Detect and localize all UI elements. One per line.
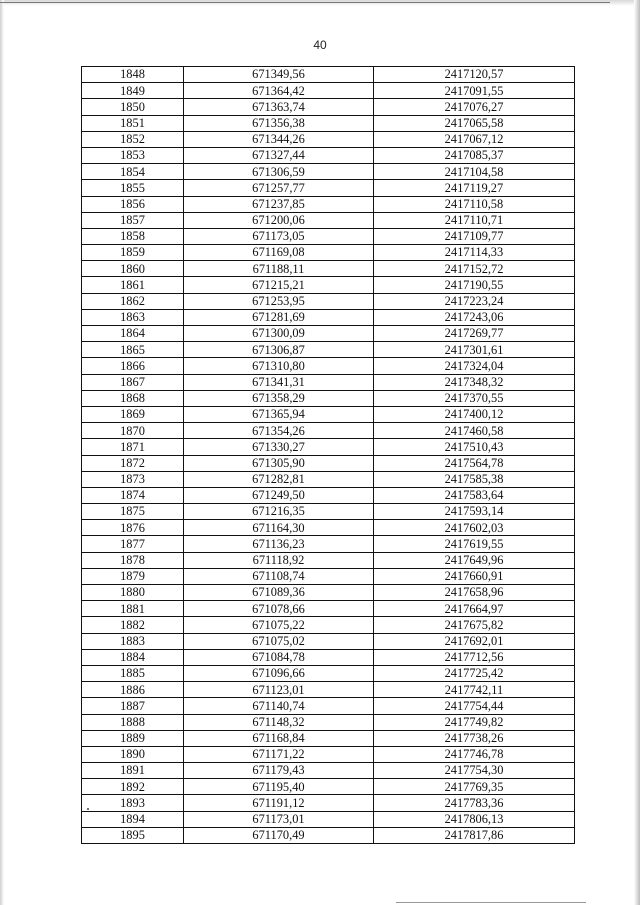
y-coordinate-cell: 2417769,35 [374, 779, 575, 795]
point-number-cell: 1880 [82, 585, 184, 601]
point-number-cell: 1851 [82, 115, 184, 131]
y-coordinate-cell: 2417460,58 [374, 423, 575, 439]
x-coordinate-cell: 671148,32 [184, 714, 374, 730]
x-coordinate-cell: 671341,31 [184, 374, 374, 390]
table-row [82, 245, 575, 261]
point-number-cell: 1885 [82, 665, 184, 681]
x-coordinate-cell: 671096,66 [184, 665, 374, 681]
x-coordinate-cell: 671173,01 [184, 811, 374, 827]
table-row [82, 358, 575, 374]
y-coordinate-cell: 2417510,43 [374, 439, 575, 455]
x-coordinate-cell: 671140,74 [184, 698, 374, 714]
table-row [82, 180, 575, 196]
x-coordinate-cell: 671327,44 [184, 147, 374, 163]
table-row [82, 601, 575, 617]
point-number-cell: 1876 [82, 520, 184, 536]
point-number-cell: 1859 [82, 245, 184, 261]
x-coordinate-cell: 671306,59 [184, 164, 374, 180]
table-row [82, 196, 575, 212]
y-coordinate-cell: 2417085,37 [374, 147, 575, 163]
y-coordinate-cell: 2417065,58 [374, 115, 575, 131]
y-coordinate-cell: 2417348,32 [374, 374, 575, 390]
point-number-cell: 1864 [82, 326, 184, 342]
y-coordinate-cell: 2417742,11 [374, 682, 575, 698]
y-coordinate-cell: 2417104,58 [374, 164, 575, 180]
y-coordinate-cell: 2417091,55 [374, 83, 575, 99]
table-row [82, 552, 575, 568]
point-number-cell: 1850 [82, 99, 184, 115]
point-number-cell: 1884 [82, 649, 184, 665]
table-row [82, 374, 575, 390]
y-coordinate-cell: 2417120,57 [374, 67, 575, 83]
y-coordinate-cell: 2417076,27 [374, 99, 575, 115]
y-coordinate-cell: 2417806,13 [374, 811, 575, 827]
y-coordinate-cell: 2417109,77 [374, 228, 575, 244]
page-number: 40 [313, 38, 327, 52]
y-coordinate-cell: 2417738,26 [374, 730, 575, 746]
x-coordinate-cell: 671108,74 [184, 568, 374, 584]
point-number-cell: 1869 [82, 406, 184, 422]
y-coordinate-cell: 2417619,55 [374, 536, 575, 552]
x-coordinate-cell: 671191,12 [184, 795, 374, 811]
point-number-cell: 1848 [82, 67, 184, 83]
x-coordinate-cell: 671216,35 [184, 504, 374, 520]
bottom-rule [396, 902, 586, 903]
y-coordinate-cell: 2417749,82 [374, 714, 575, 730]
x-coordinate-cell: 671075,22 [184, 617, 374, 633]
x-coordinate-cell: 671237,85 [184, 196, 374, 212]
table-row [82, 131, 575, 147]
y-coordinate-cell: 2417783,36 [374, 795, 575, 811]
table-row [82, 228, 575, 244]
x-coordinate-cell: 671168,84 [184, 730, 374, 746]
point-number-cell: 1854 [82, 164, 184, 180]
y-coordinate-cell: 2417658,96 [374, 585, 575, 601]
x-coordinate-cell: 671249,50 [184, 487, 374, 503]
x-coordinate-cell: 671300,09 [184, 326, 374, 342]
table-row [82, 83, 575, 99]
y-coordinate-cell: 2417114,33 [374, 245, 575, 261]
point-number-cell: 1867 [82, 374, 184, 390]
y-coordinate-cell: 2417324,04 [374, 358, 575, 374]
x-coordinate-cell: 671365,94 [184, 406, 374, 422]
point-number-cell: 1857 [82, 212, 184, 228]
table-row [82, 536, 575, 552]
y-coordinate-cell: 2417269,77 [374, 326, 575, 342]
point-number-cell: 1877 [82, 536, 184, 552]
y-coordinate-cell: 2417223,24 [374, 293, 575, 309]
point-number-cell: 1863 [82, 309, 184, 325]
point-number-cell: 1886 [82, 682, 184, 698]
point-number-cell: 1862 [82, 293, 184, 309]
x-coordinate-cell: 671089,36 [184, 585, 374, 601]
point-number-cell: 1875 [82, 504, 184, 520]
table-row [82, 504, 575, 520]
point-number-cell: 1858 [82, 228, 184, 244]
table-row [82, 649, 575, 665]
table-row [82, 568, 575, 584]
table-row [82, 293, 575, 309]
y-coordinate-cell: 2417564,78 [374, 455, 575, 471]
y-coordinate-cell: 2417649,96 [374, 552, 575, 568]
table-row [82, 827, 575, 843]
y-coordinate-cell: 2417675,82 [374, 617, 575, 633]
x-coordinate-cell: 671310,80 [184, 358, 374, 374]
y-coordinate-cell: 2417370,55 [374, 390, 575, 406]
x-coordinate-cell: 671354,26 [184, 423, 374, 439]
y-coordinate-cell: 2417190,55 [374, 277, 575, 293]
point-number-cell: 1849 [82, 83, 184, 99]
x-coordinate-cell: 671253,95 [184, 293, 374, 309]
x-coordinate-cell: 671282,81 [184, 471, 374, 487]
x-coordinate-cell: 671084,78 [184, 649, 374, 665]
point-number-cell: 1895 [82, 827, 184, 843]
table-row [82, 471, 575, 487]
x-coordinate-cell: 671123,01 [184, 682, 374, 698]
table-row [82, 746, 575, 762]
table-row [82, 730, 575, 746]
x-coordinate-cell: 671344,26 [184, 131, 374, 147]
x-coordinate-cell: 671179,43 [184, 763, 374, 779]
y-coordinate-cell: 2417585,38 [374, 471, 575, 487]
table-row [82, 261, 575, 277]
table-row [82, 342, 575, 358]
table-row [82, 487, 575, 503]
point-number-cell: 1860 [82, 261, 184, 277]
y-coordinate-cell: 2417754,30 [374, 763, 575, 779]
y-coordinate-cell: 2417593,14 [374, 504, 575, 520]
x-coordinate-cell: 671188,11 [184, 261, 374, 277]
x-coordinate-cell: 671305,90 [184, 455, 374, 471]
table-row [82, 795, 575, 811]
point-number-cell: 1853 [82, 147, 184, 163]
table-row [82, 326, 575, 342]
x-coordinate-cell: 671171,22 [184, 746, 374, 762]
table-row [82, 617, 575, 633]
y-coordinate-cell: 2417110,71 [374, 212, 575, 228]
x-coordinate-cell: 671356,38 [184, 115, 374, 131]
x-coordinate-cell: 671078,66 [184, 601, 374, 617]
point-number-cell: 1894 [82, 811, 184, 827]
scan-edge-right [634, 0, 640, 905]
table-row [82, 633, 575, 649]
x-coordinate-cell: 671164,30 [184, 520, 374, 536]
point-number-cell: 1861 [82, 277, 184, 293]
point-number-cell: 1872 [82, 455, 184, 471]
point-number-cell: 1883 [82, 633, 184, 649]
table-row [82, 520, 575, 536]
coordinates-table [81, 66, 575, 844]
point-number-cell: 1871 [82, 439, 184, 455]
y-coordinate-cell: 2417660,91 [374, 568, 575, 584]
point-number-cell: 1873 [82, 471, 184, 487]
point-number-cell: 1852 [82, 131, 184, 147]
y-coordinate-cell: 2417301,61 [374, 342, 575, 358]
y-coordinate-cell: 2417110,58 [374, 196, 575, 212]
top-rule [0, 2, 610, 3]
table-row [82, 99, 575, 115]
x-coordinate-cell: 671330,27 [184, 439, 374, 455]
table-row [82, 698, 575, 714]
point-number-cell: 1889 [82, 730, 184, 746]
x-coordinate-cell: 671169,08 [184, 245, 374, 261]
point-number-cell: 1888 [82, 714, 184, 730]
y-coordinate-cell: 2417725,42 [374, 665, 575, 681]
scan-edge-top [0, 0, 640, 6]
table-row [82, 164, 575, 180]
point-number-cell: 1870 [82, 423, 184, 439]
table-row [82, 423, 575, 439]
point-number-cell: 1892 [82, 779, 184, 795]
stray-mark [87, 808, 89, 810]
point-number-cell: 1881 [82, 601, 184, 617]
point-number-cell: 1855 [82, 180, 184, 196]
y-coordinate-cell: 2417754,44 [374, 698, 575, 714]
table-row [82, 714, 575, 730]
table-row [82, 147, 575, 163]
table-row [82, 277, 575, 293]
table-row [82, 665, 575, 681]
point-number-cell: 1882 [82, 617, 184, 633]
x-coordinate-cell: 671349,56 [184, 67, 374, 83]
point-number-cell: 1891 [82, 763, 184, 779]
x-coordinate-cell: 671200,06 [184, 212, 374, 228]
x-coordinate-cell: 671170,49 [184, 827, 374, 843]
x-coordinate-cell: 671358,29 [184, 390, 374, 406]
y-coordinate-cell: 2417119,27 [374, 180, 575, 196]
point-number-cell: 1893 [82, 795, 184, 811]
table-row [82, 309, 575, 325]
scan-edge-left [0, 0, 4, 905]
y-coordinate-cell: 2417400,12 [374, 406, 575, 422]
point-number-cell: 1887 [82, 698, 184, 714]
y-coordinate-cell: 2417692,01 [374, 633, 575, 649]
table-row [82, 455, 575, 471]
x-coordinate-cell: 671173,05 [184, 228, 374, 244]
point-number-cell: 1865 [82, 342, 184, 358]
x-coordinate-cell: 671215,21 [184, 277, 374, 293]
x-coordinate-cell: 671195,40 [184, 779, 374, 795]
table-row [82, 390, 575, 406]
table-row [82, 212, 575, 228]
y-coordinate-cell: 2417067,12 [374, 131, 575, 147]
table-row [82, 439, 575, 455]
y-coordinate-cell: 2417243,06 [374, 309, 575, 325]
y-coordinate-cell: 2417817,86 [374, 827, 575, 843]
point-number-cell: 1856 [82, 196, 184, 212]
table-row [82, 811, 575, 827]
table-row [82, 585, 575, 601]
y-coordinate-cell: 2417746,78 [374, 746, 575, 762]
y-coordinate-cell: 2417152,72 [374, 261, 575, 277]
x-coordinate-cell: 671136,23 [184, 536, 374, 552]
point-number-cell: 1874 [82, 487, 184, 503]
x-coordinate-cell: 671118,92 [184, 552, 374, 568]
y-coordinate-cell: 2417602,03 [374, 520, 575, 536]
table-row [82, 682, 575, 698]
table-row [82, 763, 575, 779]
x-coordinate-cell: 671363,74 [184, 99, 374, 115]
table-row [82, 406, 575, 422]
x-coordinate-cell: 671306,87 [184, 342, 374, 358]
point-number-cell: 1868 [82, 390, 184, 406]
point-number-cell: 1879 [82, 568, 184, 584]
table-row [82, 67, 575, 83]
table-row [82, 779, 575, 795]
y-coordinate-cell: 2417664,97 [374, 601, 575, 617]
x-coordinate-cell: 671257,77 [184, 180, 374, 196]
point-number-cell: 1878 [82, 552, 184, 568]
x-coordinate-cell: 671281,69 [184, 309, 374, 325]
point-number-cell: 1890 [82, 746, 184, 762]
y-coordinate-cell: 2417712,56 [374, 649, 575, 665]
y-coordinate-cell: 2417583,64 [374, 487, 575, 503]
x-coordinate-cell: 671364,42 [184, 83, 374, 99]
coordinates-table-body [82, 67, 575, 844]
point-number-cell: 1866 [82, 358, 184, 374]
table-row [82, 115, 575, 131]
x-coordinate-cell: 671075,02 [184, 633, 374, 649]
